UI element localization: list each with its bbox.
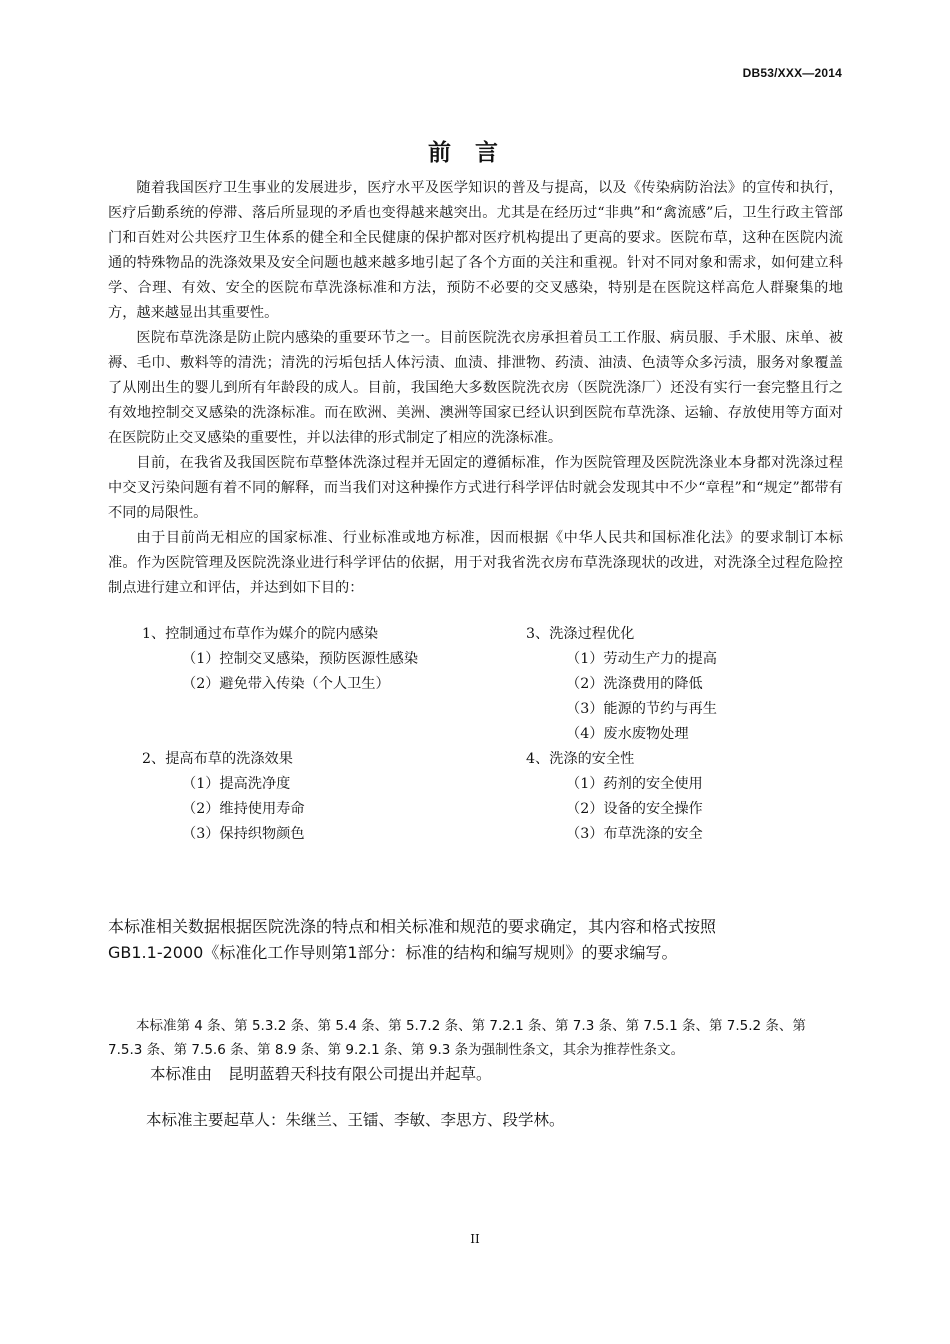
goal-item: （2）设备的安全操作 — [566, 801, 703, 817]
note-line: 本标准相关数据根据医院洗涤的特点和相关标准和规范的要求确定，其内容和格式按照 — [108, 917, 717, 936]
goal-item: （3）保持织物颜色 — [182, 826, 305, 842]
goal-title: 4、洗涤的安全性 — [526, 751, 635, 767]
goal-title: 2、提高布草的洗涤效果 — [142, 751, 293, 767]
goal-item: （3）能源的节约与再生 — [566, 701, 717, 717]
note-line: 本标准第 4 条、第 5.3.2 条、第 5.4 条、第 5.7.2 条、第 7.2.1 条、第 7.3 条、第 7.5.1 条、第 7.5.2 条、第 — [136, 1018, 806, 1034]
standard-format-note — [108, 914, 848, 966]
page-title: 前言 — [428, 140, 522, 166]
goals-right-column — [526, 622, 717, 847]
goal-title: 3、洗涤过程优化 — [526, 626, 635, 642]
mandatory-clauses-note — [108, 1014, 848, 1062]
proposer-org: 昆明蓝碧天科技有限公司提出并起草。 — [228, 1065, 492, 1083]
paragraph: 目前，在我省及我国医院布草整体洗涤过程并无固定的遵循标准，作为医院管理及医院洗涤业本身都对洗涤过程中交叉污染问题有着不同的解释，而当我们对这种操作方式进行科学评估时就会发现其中不少“章程”和“规定”都带有不同的局限性。 — [108, 455, 843, 521]
goals-left-column — [142, 622, 418, 847]
goal-item: （1）提高洗净度 — [182, 776, 291, 792]
foreword-body — [108, 176, 843, 601]
standard-code: DB53/XXX—2014 — [742, 66, 842, 80]
goal-item: （2）维持使用寿命 — [182, 801, 305, 817]
goal-item: （2）洗涤费用的降低 — [566, 676, 703, 692]
paragraph: 医院布草洗涤是防止院内感染的重要环节之一。目前医院洗衣房承担着员工工作服、病员服、手术服、床单、被褥、毛巾、敷料等的清洗；清洗的污垢包括人体污渍、血渍、排泄物、药渍、油渍、色渍等众多污渍，服务对象覆盖了从刚出生的婴儿到所有年龄段的成人。目前，我国绝大多数医院洗衣房（医院洗涤厂）还没有实行一套完整且行之有效地控制交叉感染的洗涤标准。而在欧洲、美洲、澳洲等国家已经认识到医院布草洗涤、运输、存放使用等方面对在医院防止交叉感染的重要性，并以法律的形式制定了相应的洗涤标准。 — [108, 330, 843, 446]
goal-item: （4）废水废物处理 — [566, 726, 689, 742]
note-line: 7.5.3 条、第 7.5.6 条、第 8.9 条、第 9.2.1 条、第 9.3 条为强制性条文，其余为推荐性条文。 — [108, 1042, 685, 1058]
note-line: GB1.1-2000《标准化工作导则第1部分：标准的结构和编写规则》的要求编写。 — [108, 943, 678, 962]
goal-item: （1）药剂的安全使用 — [566, 776, 703, 792]
goal-title: 1、控制通过布草作为媒介的院内感染 — [142, 626, 379, 642]
goal-item: （1）劳动生产力的提高 — [566, 651, 717, 667]
proposer-prefix: 本标准由 — [150, 1065, 213, 1083]
goal-item: （1）控制交叉感染，预防医源性感染 — [182, 651, 419, 667]
page-number: II — [470, 1232, 480, 1246]
paragraph: 由于目前尚无相应的国家标准、行业标准或地方标准，因而根据《中华人民共和国标准化法》的要求制订本标准。作为医院管理及医院洗涤业进行科学评估的依据，用于对我省洗衣房布草洗涤现状的改进，对洗涤全过程危险控制点进行建立和评估，并达到如下目的： — [108, 530, 843, 596]
drafters-statement: 本标准主要起草人：朱继兰、王镭、李敏、李思方、段学林。 — [146, 1111, 565, 1129]
paragraph: 随着我国医疗卫生事业的发展进步，医疗水平及医学知识的普及与提高，以及《传染病防治法》的宣传和执行，医疗后勤系统的停滞、落后所显现的矛盾也变得越来越突出。尤其是在经历过“非典”和“禽流感”后，卫生行政主管部门和百姓对公共医疗卫生体系的健全和全民健康的保护都对医疗机构提出了更高的要求。医院布草，这种在医院内流通的特殊物品的洗涤效果及安全问题也越来越多地引起了各个方面的关注和重视。针对不同对象和需求，如何建立科学、合理、有效、安全的医院布草洗涤标准和方法，预防不必要的交叉感染，特别是在医院这样高危人群聚集的地方，越来越显出其重要性。 — [108, 180, 843, 321]
goal-item: （2）避免带入传染（个人卫生） — [182, 676, 390, 692]
proposer-statement — [150, 1062, 492, 1084]
goal-item: （3）布草洗涤的安全 — [566, 826, 703, 842]
